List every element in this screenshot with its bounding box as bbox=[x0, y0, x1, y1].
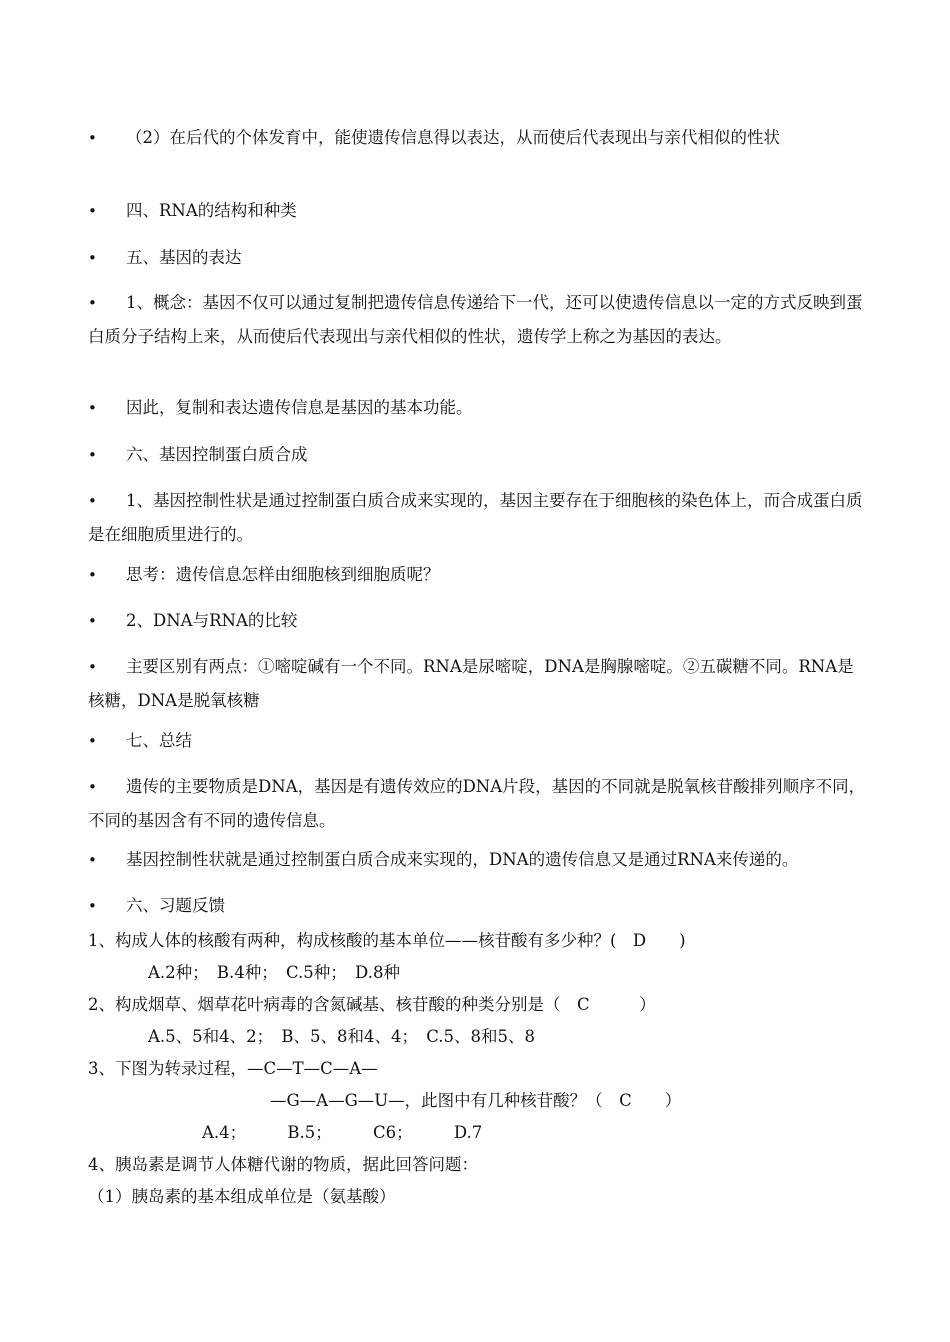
bullet-paragraph: • 五、基因的表达 bbox=[88, 241, 868, 275]
bullet-icon: • bbox=[88, 566, 97, 584]
exercise-options: A.5、5和4、2； B、5、8和4、4； C.5、8和5、8 bbox=[148, 1027, 536, 1046]
bullet-paragraph: • 2、DNA与RNA的比较 bbox=[88, 604, 868, 638]
bullet-paragraph: • 主要区别有两点：①嘧啶碱有一个不同。RNA是尿嘧啶，DNA是胸腺嘧啶。②五碳糖不同。RNA是核糖，DNA是脱氧核糖 bbox=[88, 650, 868, 718]
exercise-options: A.2种； B.4种； C.5种； D.8种 bbox=[148, 963, 400, 982]
bullet-paragraph: • 思考：遗传信息怎样由细胞核到细胞质呢？ bbox=[88, 558, 868, 592]
bullet-icon: • bbox=[88, 294, 97, 312]
bullet-icon: • bbox=[88, 202, 97, 220]
bullet-paragraph: • 1、概念：基因不仅可以通过复制把遗传信息传递给下一代，还可以使遗传信息以一定的方式反映到蛋白质分子结构上来，从而使后代表现出与亲代相似的性状，遗传学上称之为基因的表达。 bbox=[88, 286, 868, 354]
bullet-paragraph: • 六、基因控制蛋白质合成 bbox=[88, 438, 868, 472]
bullet-icon: • bbox=[88, 492, 97, 510]
bullet-icon: • bbox=[88, 399, 97, 417]
bullet-paragraph: • 七、总结 bbox=[88, 724, 868, 758]
bullet-paragraph: • 四、RNA的结构和种类 bbox=[88, 194, 868, 228]
bullet-paragraph: • 六、习题反馈 bbox=[88, 889, 868, 923]
bullet-paragraph: • （2）在后代的个体发育中，能使遗传信息得以表达，从而使后代表现出与亲代相似的性状 bbox=[88, 121, 868, 155]
bullet-icon: • bbox=[88, 612, 97, 630]
bullet-icon: • bbox=[88, 778, 97, 796]
bullet-paragraph: • 因此，复制和表达遗传信息是基因的基本功能。 bbox=[88, 391, 868, 425]
exercise-question: 1、构成人体的核酸有两种，构成核酸的基本单位——核苷酸有多少种？( D ) bbox=[88, 931, 686, 950]
bullet-icon: • bbox=[88, 446, 97, 464]
bullet-paragraph: • 1、基因控制性状是通过控制蛋白质合成来实现的，基因主要存在于细胞核的染色体上，而合成蛋白质是在细胞质里进行的。 bbox=[88, 484, 868, 552]
exercise-question: 4、胰岛素是调节人体糖代谢的物质，据此回答问题： bbox=[88, 1155, 478, 1174]
exercise-question-continued: —G—A—G—U—，此图中有几种核苷酸？（ C ） bbox=[270, 1091, 682, 1110]
bullet-paragraph: • 基因控制性状就是通过控制蛋白质合成来实现的，DNA的遗传信息又是通过RNA来传递的。 bbox=[88, 843, 868, 877]
bullet-icon: • bbox=[88, 897, 97, 915]
bullet-icon: • bbox=[88, 732, 97, 750]
bullet-icon: • bbox=[88, 658, 97, 676]
exercise-question: 3、下图为转录过程，—C—T—C—A— bbox=[88, 1059, 378, 1078]
bullet-icon: • bbox=[88, 851, 97, 869]
exercise-options: A.4； B.5； C6； D.7 bbox=[202, 1123, 483, 1142]
exercise-question: 2、构成烟草、烟草花叶病毒的含氮碱基、核苷酸的种类分别是（ C ） bbox=[88, 995, 656, 1014]
bullet-paragraph: • 遗传的主要物质是DNA，基因是有遗传效应的DNA片段，基因的不同就是脱氧核苷酸排列顺序不同，不同的基因含有不同的遗传信息。 bbox=[88, 770, 868, 838]
bullet-icon: • bbox=[88, 129, 97, 147]
bullet-icon: • bbox=[88, 249, 97, 267]
exercise-subquestion: （1）胰岛素的基本组成单位是（氨基酸） bbox=[88, 1187, 396, 1206]
